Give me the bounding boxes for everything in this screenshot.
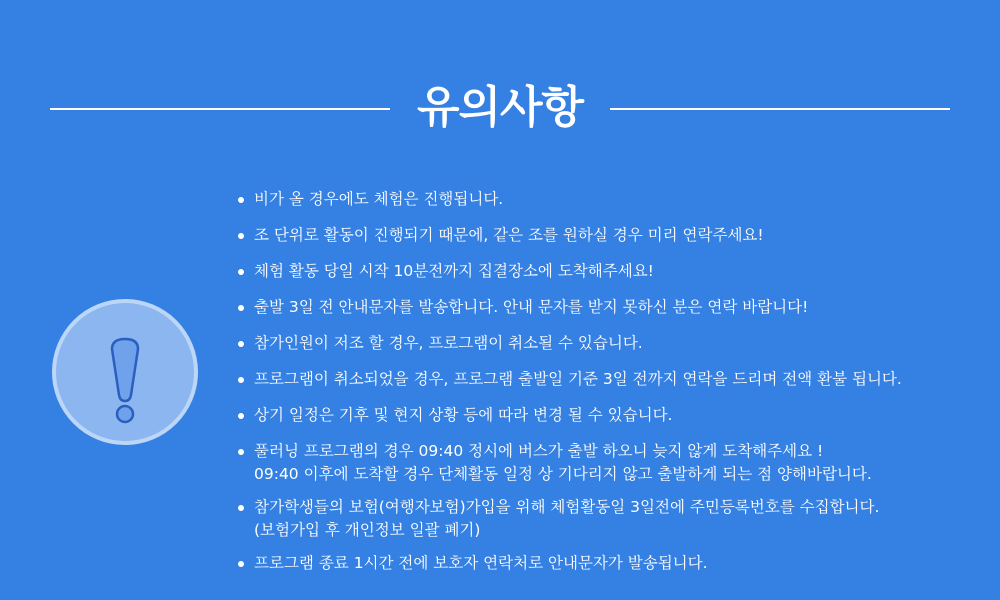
- notice-text: 체험 활동 당일 시작 10분전까지 집결장소에 도착해주세요!: [254, 262, 654, 280]
- page-title: 유의사항: [416, 82, 583, 133]
- notice-item: [236, 296, 976, 319]
- left-divider: [50, 108, 390, 110]
- notice-text: 상기 일정은 기후 및 현지 상황 등에 따라 변경 될 수 있습니다.: [254, 406, 673, 424]
- notice-list: [236, 188, 976, 575]
- notice-item: [236, 552, 976, 575]
- notice-text-continued: (보험가입 후 개인정보 일괄 폐기): [254, 521, 481, 539]
- notice-text: 비가 올 경우에도 체험은 진행됩니다.: [254, 190, 504, 208]
- notice-text: 참가인원이 저조 할 경우, 프로그램이 취소될 수 있습니다.: [254, 334, 643, 352]
- notice-item: [236, 260, 976, 283]
- right-divider: [610, 108, 950, 110]
- notice-text: 출발 3일 전 안내문자를 발송합니다. 안내 문자를 받지 못하신 분은 연락 바랍니다!: [254, 298, 809, 316]
- notice-item: [236, 332, 976, 355]
- notice-item: [236, 224, 976, 247]
- notice-item: [236, 404, 976, 427]
- notice-item: [236, 496, 976, 542]
- header: [0, 72, 1000, 144]
- notice-text: 프로그램 종료 1시간 전에 보호자 연락처로 안내문자가 발송됩니다.: [254, 554, 708, 572]
- notice-text: 참가학생들의 보험(여행자보험)가입을 위해 체험활동일 3일전에 주민등록번호를 수집합니다.: [254, 498, 880, 516]
- notice-text: 풀러닝 프로그램의 경우 09:40 정시에 버스가 출발 하오니 늦지 않게 도착해주세요 !: [254, 442, 824, 460]
- notice-item: [236, 368, 976, 391]
- notice-item: [236, 188, 976, 211]
- notice-text: 조 단위로 활동이 진행되기 때문에, 같은 조를 원하실 경우 미리 연락주세요!: [254, 226, 764, 244]
- notice-text-continued: 09:40 이후에 도착할 경우 단체활동 일정 상 기다리지 않고 출발하게 되는 점 양해바랍니다.: [254, 465, 872, 483]
- exclamation-icon: [50, 297, 200, 447]
- notice-text: 프로그램이 취소되었을 경우, 프로그램 출발일 기준 3일 전까지 연락을 드리며 전액 환불 됩니다.: [254, 370, 902, 388]
- notice-item: [236, 440, 976, 486]
